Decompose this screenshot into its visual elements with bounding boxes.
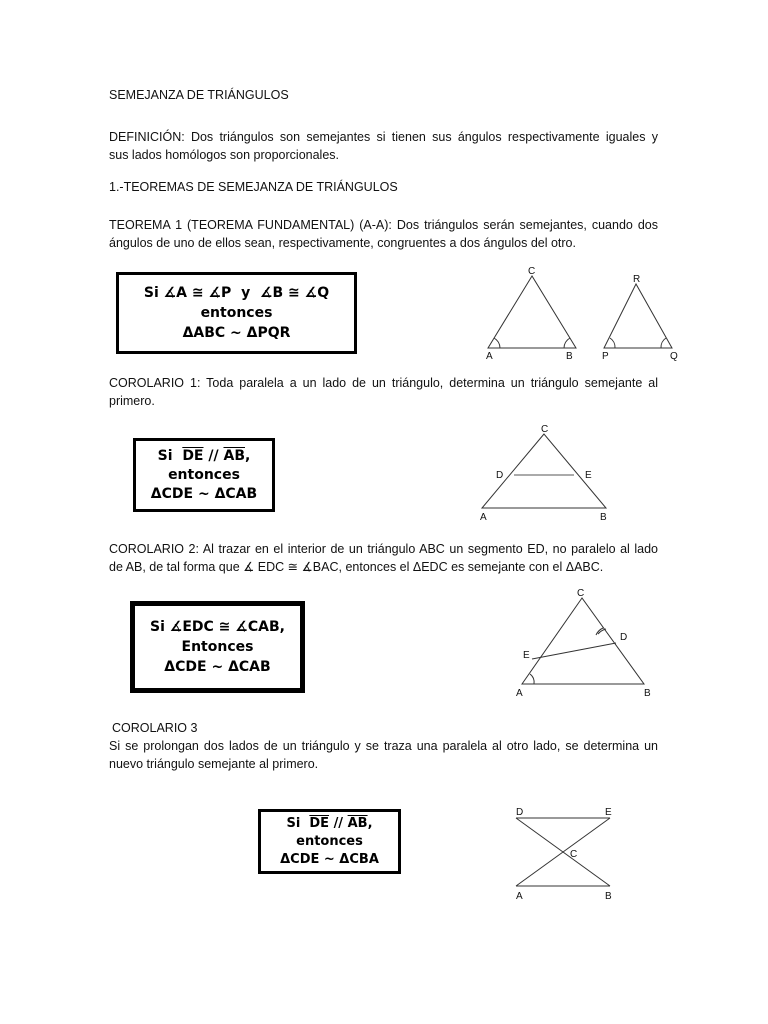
definition-line-1: DEFINICIÓN: Dos triángulos son semejantes si tienen sus ángulos respectivamente iguales y — [109, 130, 658, 144]
corolario1-box-line-1 — [136, 447, 272, 466]
corolario3-box-line-2: entonces — [296, 833, 363, 849]
teorema1-line-2: ángulos de uno de ellos sean, respectivamente, congruentes a dos ángulos del otro. — [109, 236, 576, 250]
corolario1-box-line-3: ΔCDE ~ ΔCAB — [150, 485, 258, 502]
corolario2-label-e: E — [523, 650, 530, 661]
teorema1-box-line-1 — [119, 283, 354, 303]
corolario2-label-b: B — [644, 688, 651, 699]
corolario2-box-line-3: ΔCDE ~ ΔCAB — [164, 659, 271, 675]
corolario3-statement-box — [258, 809, 401, 874]
teorema1-triangle-pqr — [598, 270, 688, 362]
corolario1-statement-box — [133, 438, 275, 512]
corolario2-label-c: C — [577, 588, 585, 599]
corolario1-box-si: Si — [157, 447, 173, 464]
corolario3-box-comma: , — [367, 815, 373, 831]
teorema1-statement-box — [116, 272, 357, 354]
corolario3-bowtie-figure — [510, 800, 620, 908]
corolario1-box-line-2: entonces — [168, 466, 240, 483]
teorema1-label-c: C — [528, 266, 536, 277]
corolario2-triangle-figure — [510, 584, 660, 698]
corolario1-label-b: B — [600, 512, 607, 523]
teorema1-label-a: A — [486, 351, 493, 362]
corolario1-label-e: E — [585, 470, 592, 481]
teorema1-label-r: R — [633, 274, 641, 285]
corolario3-label-a: A — [516, 891, 523, 902]
corolario3-box-seg-ab: $\overline{AB}$ — [347, 815, 368, 831]
corolario2-label-d: D — [620, 632, 628, 643]
corolario1-box-seg-de: $\overline{DE}$ — [182, 447, 204, 464]
teorema1-box-line-3: ΔABC ~ ΔPQR — [182, 325, 291, 341]
corolario3-box-parallel: // — [333, 815, 344, 831]
teorema1-box-angle-ap: Si ∡A ≅ ∡P — [143, 285, 232, 301]
corolario3-label-e: E — [605, 807, 612, 818]
definition-line-2: sus lados homólogos son proporcionales. — [109, 148, 339, 162]
corolario3-box-si: Si — [286, 815, 301, 831]
teorema1-box-and: y — [241, 285, 251, 301]
corolario3-label-c: C — [570, 849, 578, 860]
teorema1-label-q: Q — [670, 351, 678, 362]
corolario1-label-c: C — [541, 424, 549, 435]
section-heading: 1.-TEOREMAS DE SEMEJANZA DE TRIÁNGULOS — [109, 180, 398, 194]
corolario2-line-1: COROLARIO 2: Al trazar en el interior de un triángulo ABC un segmento ED, no paralelo al lado — [109, 542, 658, 556]
corolario3-label-d: D — [516, 807, 524, 818]
corolario2-box-line-2: Entonces — [181, 639, 254, 655]
teorema1-label-p: P — [602, 351, 609, 362]
corolario1-box-comma: , — [245, 447, 251, 464]
corolario2-box-line-1: Si ∡EDC ≅ ∡CAB, — [150, 619, 285, 635]
teorema1-line-1: TEOREMA 1 (TEOREMA FUNDAMENTAL) (A-A): Dos triángulos serán semejantes, cuando dos — [109, 218, 658, 232]
corolario2-label-a: A — [516, 688, 523, 699]
corolario1-label-a: A — [480, 512, 487, 523]
corolario3-label-b: B — [605, 891, 612, 902]
corolario3-line-1: Si se prolongan dos lados de un triángulo y se traza una paralela al otro lado, se determina un — [109, 739, 658, 753]
corolario3-heading: COROLARIO 3 — [112, 721, 198, 735]
corolario3-line-2: nuevo triángulo semejante al primero. — [109, 757, 319, 771]
teorema1-box-line-2: entonces — [200, 305, 273, 321]
corolario2-line-2: de AB, de tal forma que ∡ EDC ≅ ∡BAC, entonces el ΔEDC es semejante con el ΔABC. — [109, 560, 604, 574]
teorema1-triangle-abc — [478, 262, 588, 362]
page-title: SEMEJANZA DE TRIÁNGULOS — [109, 88, 289, 102]
corolario1-box-seg-ab: $\overline{AB}$ — [223, 447, 245, 464]
corolario3-box-line-3: ΔCDE ~ ΔCBA — [280, 851, 379, 867]
corolario1-line-2: primero. — [109, 394, 155, 408]
corolario1-box-parallel: // — [208, 447, 219, 464]
corolario1-line-1: COROLARIO 1: Toda paralela a un lado de un triángulo, determina un triángulo semejante al — [109, 376, 658, 390]
corolario1-triangle-figure — [476, 420, 616, 524]
corolario2-statement-box — [130, 601, 305, 693]
corolario1-label-d: D — [496, 470, 504, 481]
corolario3-box-line-1 — [261, 815, 398, 833]
teorema1-box-angle-bq: ∡B ≅ ∡Q — [259, 285, 330, 301]
teorema1-label-b: B — [566, 351, 573, 362]
corolario3-box-seg-de: $\overline{DE}$ — [309, 815, 330, 831]
